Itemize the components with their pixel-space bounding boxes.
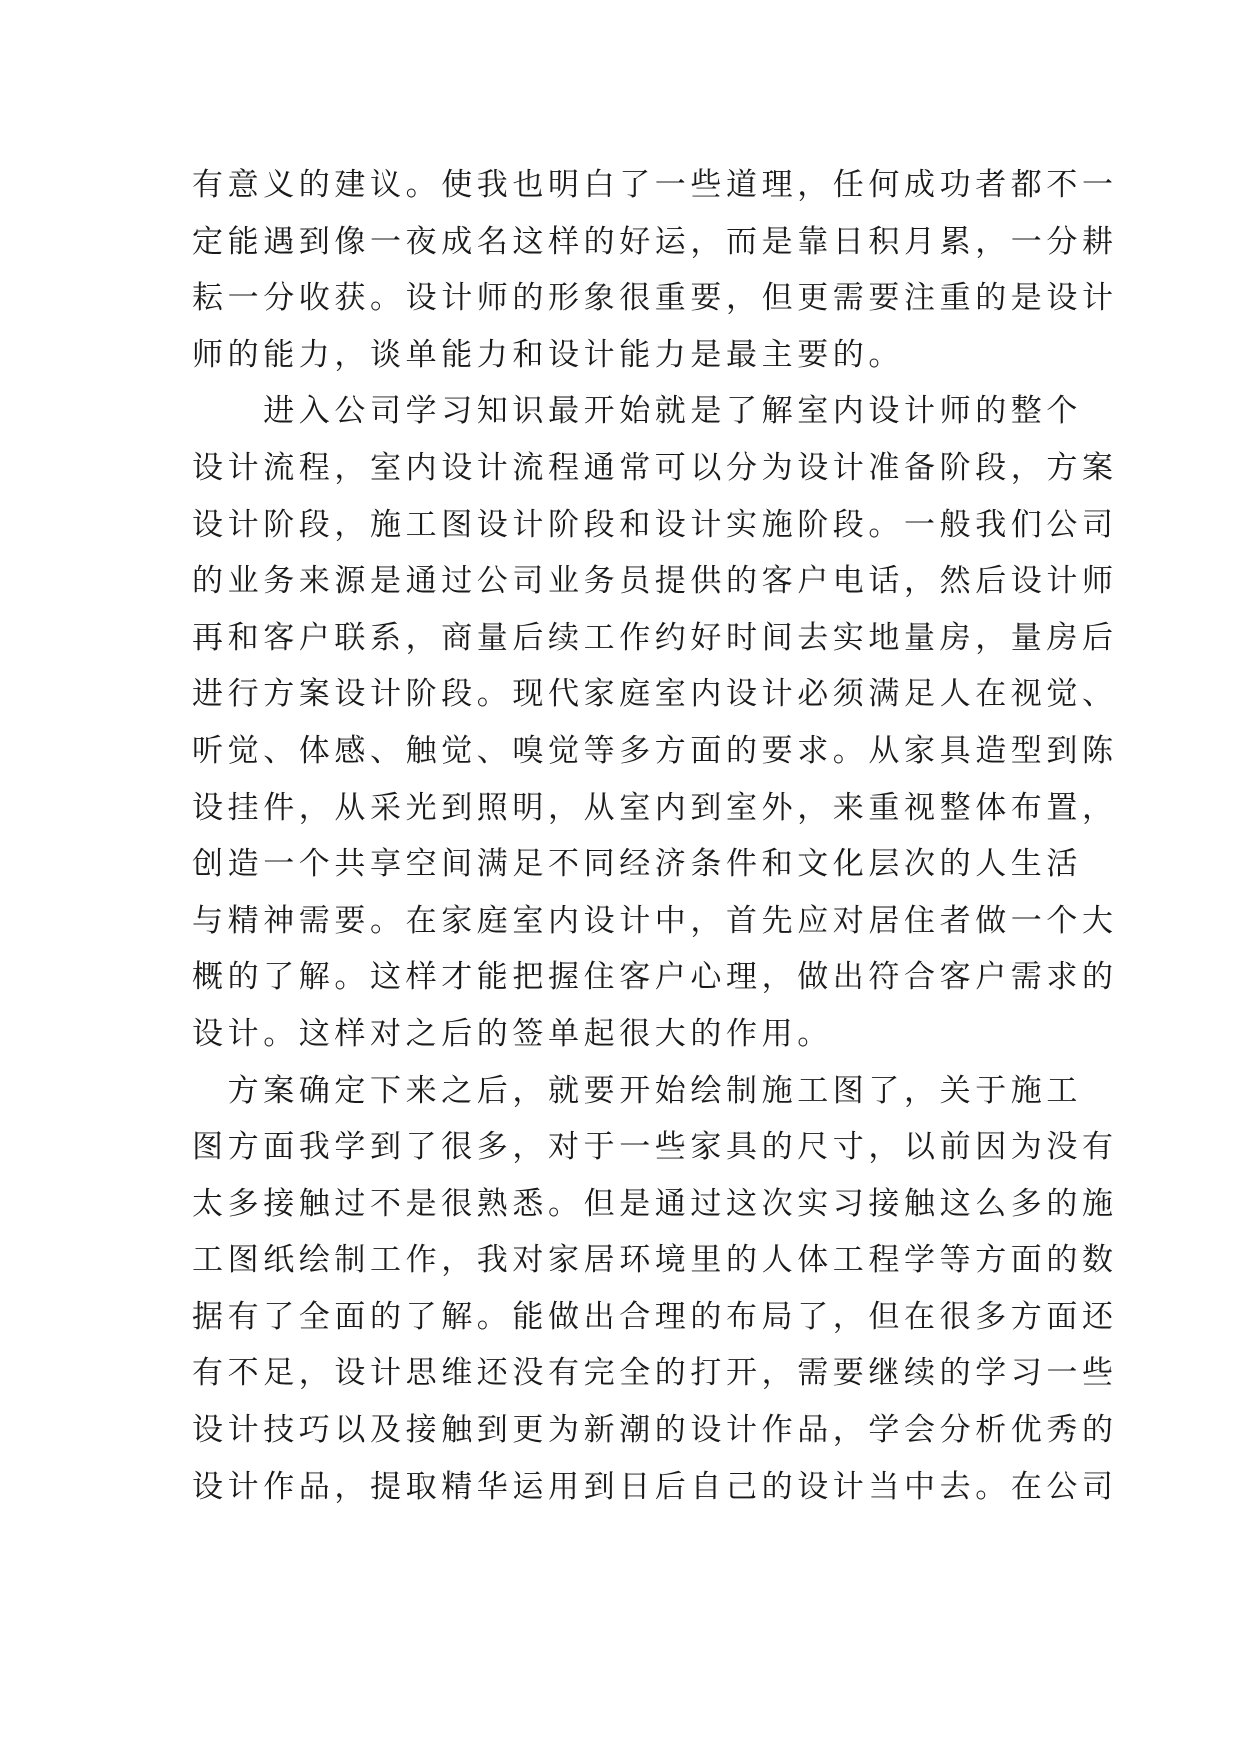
text-line: 定能遇到像一夜成名这样的好运，而是靠日积月累，一分耕	[192, 223, 1118, 260]
text-line: 方案确定下来之后，就要开始绘制施工图了，关于施工	[192, 1072, 1082, 1109]
text-line: 耘一分收获。设计师的形象很重要，但更需要注重的是设计	[192, 280, 1118, 317]
text-line: 的业务来源是通过公司业务员提供的客户电话，然后设计师	[192, 563, 1118, 600]
text-line: 进行方案设计阶段。现代家庭室内设计必须满足人在视觉、	[192, 676, 1118, 713]
text-line: 概的了解。这样才能把握住客户心理，做出符合客户需求的	[192, 959, 1118, 996]
text-line: 设计阶段，施工图设计阶段和设计实施阶段。一般我们公司	[192, 506, 1118, 543]
body-text	[192, 157, 1118, 1515]
text-line: 听觉、体感、触觉、嗅觉等多方面的要求。从家具造型到陈	[192, 732, 1118, 769]
text-line: 据有了全面的了解。能做出合理的布局了，但在很多方面还	[192, 1298, 1118, 1335]
text-line: 设计。这样对之后的签单起很大的作用。	[192, 1015, 833, 1052]
text-line: 创造一个共享空间满足不同经济条件和文化层次的人生活	[192, 846, 1082, 883]
text-line: 师的能力，谈单能力和设计能力是最主要的。	[192, 336, 904, 373]
text-line: 有不足，设计思维还没有完全的打开，需要继续的学习一些	[192, 1355, 1118, 1392]
text-line: 工图纸绘制工作，我对家居环境里的人体工程学等方面的数	[192, 1242, 1118, 1279]
text-line: 太多接触过不是很熟悉。但是通过这次实习接触这么多的施	[192, 1185, 1118, 1222]
text-line: 图方面我学到了很多，对于一些家具的尺寸，以前因为没有	[192, 1129, 1118, 1166]
text-line: 与精神需要。在家庭室内设计中，首先应对居住者做一个大	[192, 902, 1118, 939]
text-line: 设计技巧以及接触到更为新潮的设计作品，学会分析优秀的	[192, 1412, 1118, 1449]
text-line: 设计流程，室内设计流程通常可以分为设计准备阶段，方案	[192, 449, 1118, 486]
text-line: 设计作品，提取精华运用到日后自己的设计当中去。在公司	[192, 1468, 1118, 1505]
text-line: 设挂件，从采光到照明，从室内到室外，来重视整体布置，	[192, 789, 1118, 826]
text-line: 再和客户联系，商量后续工作约好时间去实地量房，量房后	[192, 619, 1118, 656]
text-line: 有意义的建议。使我也明白了一些道理，任何成功者都不一	[192, 167, 1118, 203]
text-line: 进入公司学习知识最开始就是了解室内设计师的整个	[192, 393, 1082, 430]
